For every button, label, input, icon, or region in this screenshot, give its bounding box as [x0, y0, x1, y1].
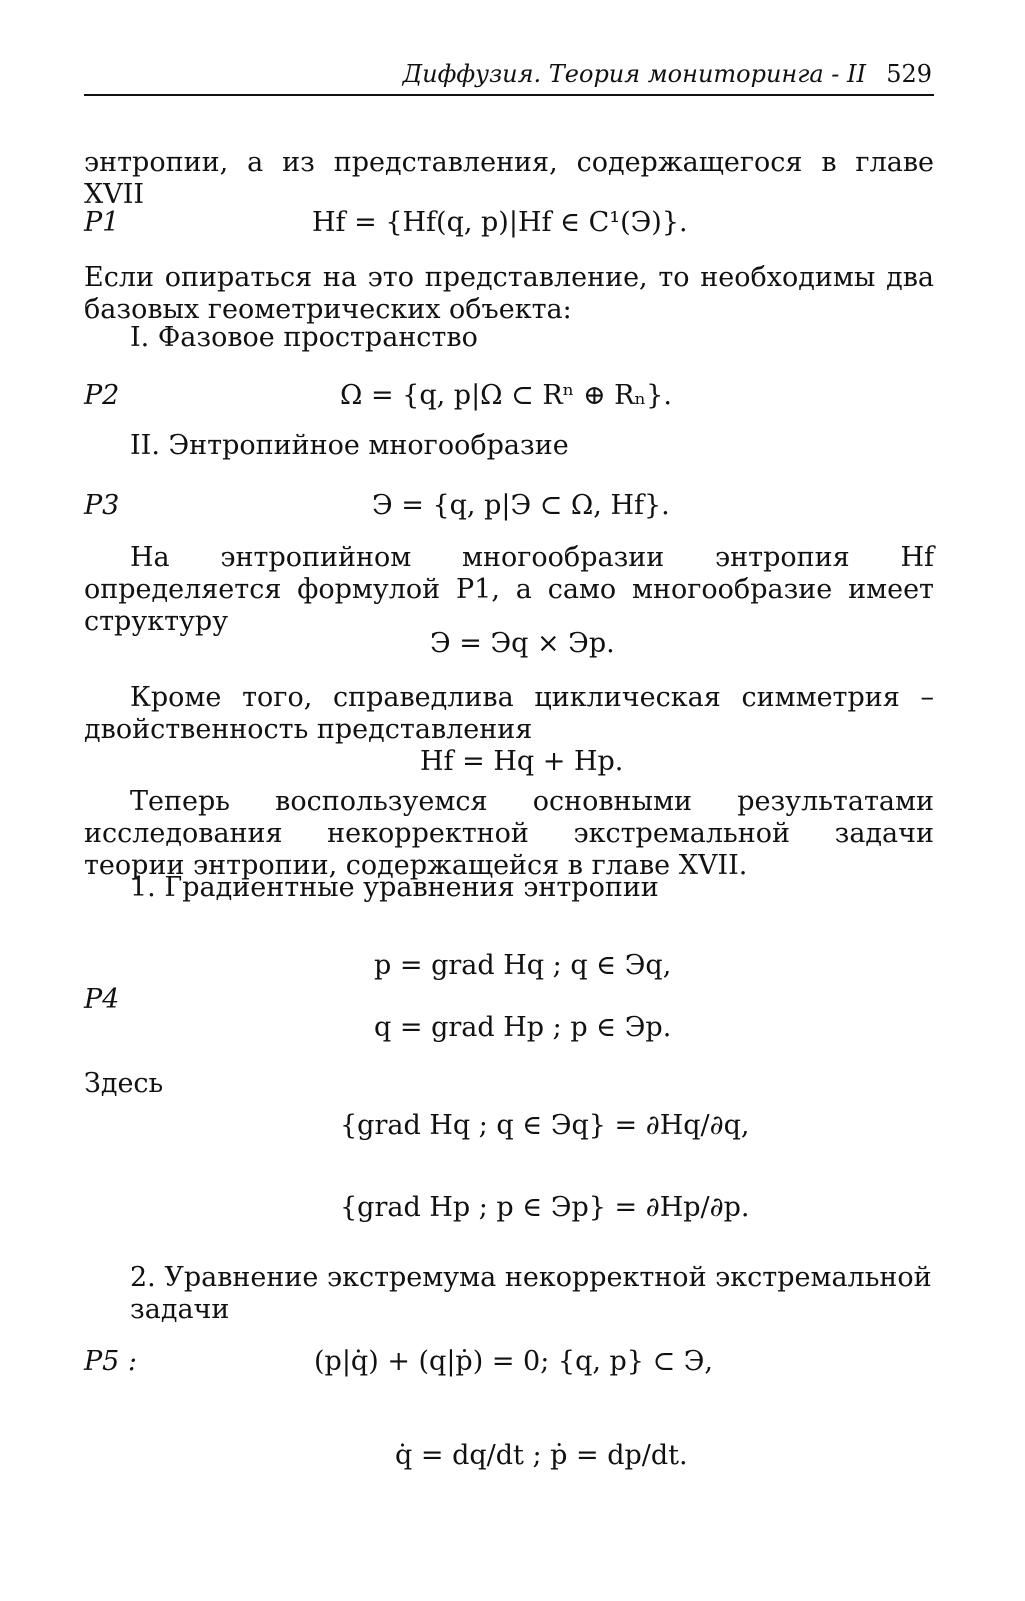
label-p2: P2 [84, 380, 120, 411]
formula-p3: Э = {q, p|Э ⊂ Ω, Hf}. [372, 490, 670, 521]
formula-p4-first: p = grad Hq ; q ∈ Эq, [374, 950, 672, 981]
formula-p5: (p|q̇) + (q|ṗ) = 0; {q, p} ⊂ Э, [314, 1346, 714, 1377]
running-title: Диффузия. Теория мониторинга - II [402, 60, 866, 88]
label-p3: P3 [84, 490, 120, 521]
paragraph-intro: энтропии, а из представления, содержащегося в главе XVII [84, 147, 934, 210]
formula-grad-p: {grad Hp ; p ∈ Эp} = ∂Hp/∂p. [340, 1192, 750, 1223]
label-p5: P5 : [84, 1346, 138, 1377]
formula-grad-q: {grad Hq ; q ∈ Эq} = ∂Hq/∂q, [340, 1110, 750, 1141]
item-entropy-manifold: II. Энтропийное многообразие [130, 430, 569, 461]
formula-p2: Ω = {q, p|Ω ⊂ Rⁿ ⊕ Rₙ}. [340, 380, 672, 411]
item-gradient-equations: 1. Градиентные уравнения энтропии [130, 872, 659, 903]
formula-p4-second: q = grad Hp ; p ∈ Эp. [374, 1012, 672, 1043]
paragraph-results: Теперь воспользуемся основными результатами исследования некорректной экстремальной задачи теории энтропии, содержащейся в главе XVII. [84, 786, 934, 881]
word-here: Здесь [84, 1068, 164, 1099]
item-extremum-equation: 2. Уравнение экстремума некорректной экстремальной задачи [130, 1262, 932, 1325]
formula-p1: Hf = {Hf(q, p)|Hf ∈ C¹(Э)}. [312, 207, 688, 238]
page-number: 529 [886, 60, 932, 88]
formula-derivatives: q̇ = dq/dt ; ṗ = dp/dt. [395, 1440, 688, 1471]
paragraph-duality: Кроме того, справедлива циклическая симметрия – двойственность представления [84, 682, 934, 745]
formula-duality: Hf = Hq + Hp. [420, 746, 624, 777]
paragraph-entropy-structure: На энтропийном многообразии энтропия Hf определяется формулой P1, а само многообразие имеет структуру [84, 542, 934, 637]
paragraph-representation: Если опираться на это представление, то необходимы два базовых геометрических объекта: [84, 262, 934, 325]
page-header [84, 56, 934, 96]
label-p1: P1 [84, 207, 120, 238]
item-phase-space: I. Фазовое пространство [130, 322, 478, 353]
formula-structure: Э = Эq × Эp. [430, 628, 615, 659]
label-p4: P4 [84, 984, 120, 1015]
